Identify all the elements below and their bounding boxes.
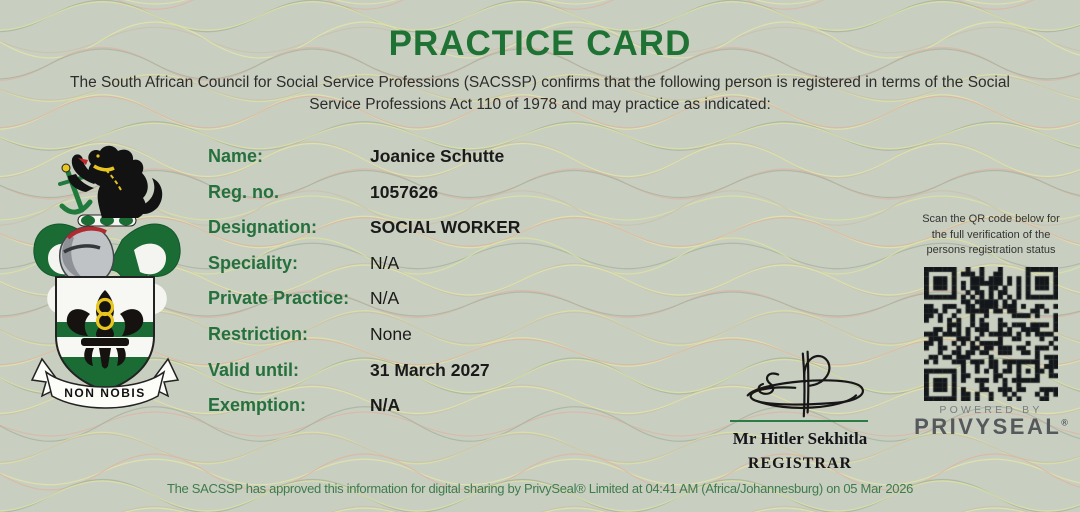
qr-instruction-line-1: Scan the QR code below for — [922, 213, 1060, 225]
registered-mark: ® — [1061, 417, 1068, 428]
signature-rule — [730, 420, 868, 422]
field-value: 31 March 2027 — [370, 359, 490, 380]
field-row-designation — [208, 217, 768, 253]
field-label: Name: — [208, 146, 264, 166]
field-value: None — [370, 323, 412, 344]
intro-paragraph — [0, 72, 1080, 115]
field-value: 1057626 — [370, 181, 439, 202]
field-row-private-practice — [208, 288, 768, 324]
field-row-name — [208, 146, 768, 182]
qr-code — [924, 267, 1058, 401]
field-value: SOCIAL WORKER — [370, 217, 521, 238]
field-label: Exemption: — [208, 395, 307, 416]
sacssp-coat-of-arms-logo — [22, 144, 192, 416]
qr-instruction-block — [912, 212, 1070, 259]
field-value: N/A — [370, 395, 401, 416]
privyseal-wordmark: PRIVYSEAL — [914, 414, 1062, 439]
field-row-valid-until — [208, 360, 768, 396]
privyseal-logo — [902, 414, 1080, 440]
field-label: Restriction: — [208, 323, 309, 344]
field-value: N/A — [370, 252, 400, 273]
field-label: Designation: — [208, 217, 318, 238]
registrar-title: REGISTRAR — [747, 455, 853, 472]
field-row-reg-no — [208, 182, 768, 218]
field-label: Valid until: — [208, 359, 300, 380]
registrar-signature-image — [725, 346, 875, 422]
field-row-speciality — [208, 253, 768, 289]
qr-instruction-line-3: persons registration status — [926, 244, 1056, 256]
intro-line-1: The South African Council for Social Service Professions (SACSSP) confirms that the following person is registered in terms of the Social — [70, 74, 1010, 91]
field-value: Joanice Schutte — [370, 146, 505, 166]
field-row-exemption — [208, 395, 768, 431]
page-title: PRACTICE CARD — [388, 24, 692, 63]
field-label: Private Practice: — [208, 288, 350, 309]
qr-instruction-line-2: the full verification of the — [931, 228, 1051, 241]
registration-fields — [208, 146, 768, 431]
field-value: N/A — [370, 288, 400, 309]
field-label: Speciality: — [208, 252, 299, 273]
motto-text: NON NOBIS — [64, 386, 146, 400]
approval-footer-text: The SACSSP has approved this information for digital sharing by PrivySeal® Limited at 04:41 AM (Africa/Johannesburg) on 05 Mar 2026 — [166, 481, 914, 496]
field-row-restriction — [208, 324, 768, 360]
registrar-name: Mr Hitler Sekhitla — [732, 429, 868, 448]
powered-by-label: POWERED BY — [939, 404, 1043, 416]
field-label: Reg. no. — [208, 181, 279, 202]
intro-line-2: Service Professions Act 110 of 1978 and may practice as indicated: — [309, 95, 771, 113]
